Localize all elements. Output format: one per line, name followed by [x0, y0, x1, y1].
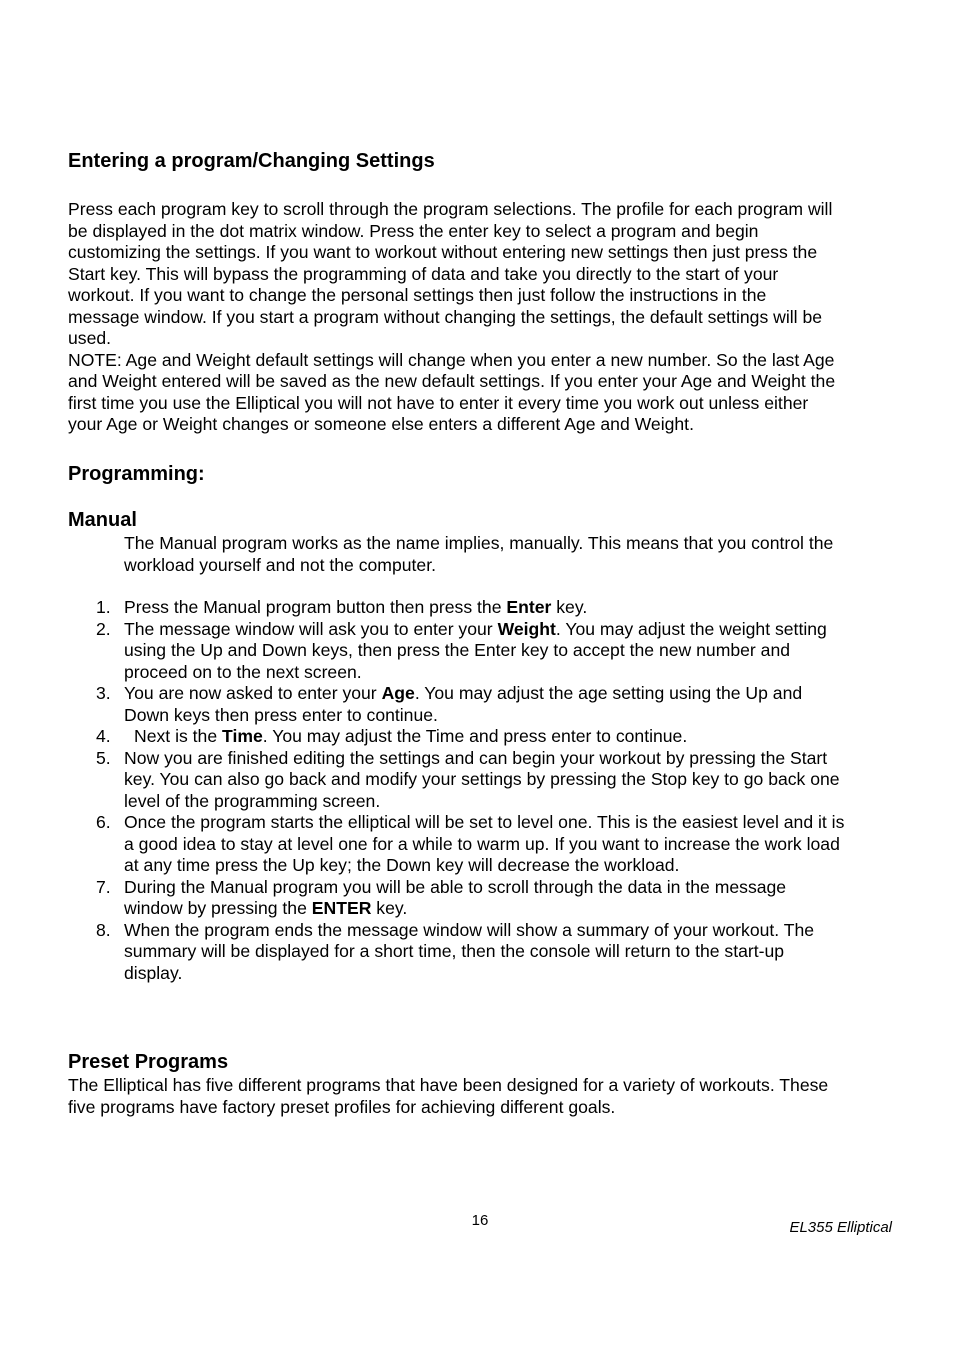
intro-paragraph: Press each program key to scroll through the program selections. The profile for each program will be displayed in the dot matrix window. Press the enter key to select a program and begin customizing the settings. If you want to workout without entering new settings then just press the Start key. This will bypass the programming of data and take you directly to the start of your workout. If you want to change the personal settings then just follow the instructions in the message window. If you start a program without changing the settings, the default settings will be used. NOTE: Age and Weight default settings will change when you enter a new number. So the last Age and Weight entered will be saved as the new default settings. If you enter your Age and Weight the first time you use the Elliptical you will not have to enter it every time you work out unless either your Age or Weight changes or someone else enters a different Age and Weight. [68, 199, 836, 434]
step-text: The message window will ask you to enter your [124, 618, 498, 639]
section-heading-manual: Manual [68, 509, 137, 531]
list-item [96, 597, 896, 619]
step-text: Once the program starts the elliptical will be set to level one. This is the easiest level and it is a good idea to stay at level one for a while to warm up. If you want to increase the work load at any time press the Up key; the Down key will decrease the workload. [124, 812, 845, 875]
step-number: 1. [96, 597, 111, 617]
step-number: 5. [96, 747, 111, 768]
step-keyword: Weight [497, 618, 556, 639]
list-item [96, 726, 896, 748]
step-keyword: Enter [506, 597, 552, 617]
step-text: Press the Manual program button then press the [124, 597, 507, 617]
section-heading-preset-programs: Preset Programs [68, 1051, 229, 1073]
step-text: . You may adjust the weight setting using the Up and Down keys, then press the Enter key to accept the new number and proceed on to the next screen. [124, 618, 827, 682]
step-number: 2. [96, 618, 111, 639]
list-item [96, 876, 896, 920]
step-keyword: ENTER [311, 898, 372, 918]
step-text: During the Manual program you will be able to scroll through the data in the message window by pressing the [124, 876, 787, 918]
list-item [96, 812, 896, 877]
step-number: 7. [96, 876, 111, 897]
list-item [96, 683, 896, 726]
step-text: . You may adjust the Time and press enter to continue. [262, 726, 688, 746]
step-text: . You may adjust the age setting using the Up and Down keys then press enter to continue. [124, 683, 803, 725]
manual-steps-list [96, 597, 896, 984]
step-text: key. [551, 597, 588, 617]
step-number: 3. [96, 683, 111, 703]
page-number: 16 [471, 1212, 489, 1229]
section-heading-entering-program: Entering a program/Changing Settings [68, 150, 435, 172]
list-item [96, 618, 896, 684]
step-text: You are now asked to enter your [124, 683, 382, 703]
step-text: Next is the [134, 726, 223, 746]
step-number: 4. [96, 726, 111, 746]
footer-model-name: EL355 Elliptical [789, 1219, 892, 1236]
step-number: 8. [96, 919, 111, 940]
step-number: 6. [96, 812, 111, 832]
manual-intro-paragraph: The Manual program works as the name implies, manually. This means that you control the workload yourself and not the computer. [124, 533, 834, 575]
list-item [96, 747, 896, 813]
step-keyword: Age [381, 683, 415, 703]
step-text: Now you are finished editing the settings and can begin your workout by pressing the Start key. You can also go back and modify your settings by pressing the Stop key to go back one level of the programming screen. [124, 747, 840, 811]
step-text: When the program ends the message window will show a summary of your workout. The summary will be displayed for a short time, then the console will return to the start-up display. [124, 919, 815, 983]
preset-paragraph: The Elliptical has five different programs that have been designed for a variety of workouts. These five programs have factory preset profiles for achieving different goals. [68, 1075, 829, 1117]
list-item [96, 919, 896, 985]
section-heading-programming: Programming: [68, 463, 205, 485]
step-text: key. [371, 898, 408, 918]
step-keyword: Time [222, 726, 263, 746]
